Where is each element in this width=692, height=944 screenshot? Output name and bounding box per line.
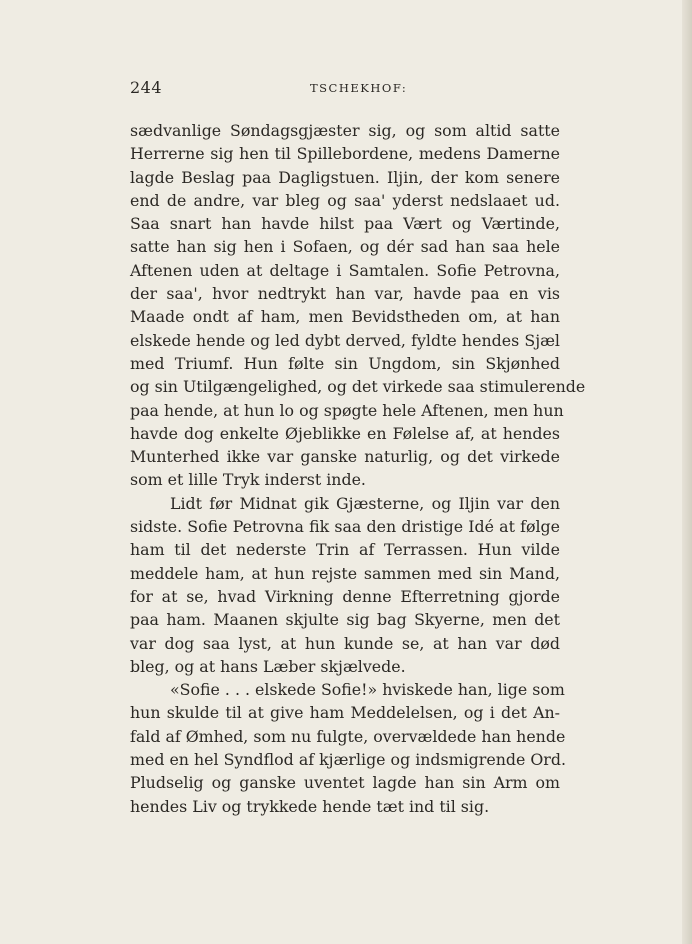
text-line: og sin Utilgængelighed, og det virkede saa stimulerende (130, 377, 586, 397)
text-line: Munterhed ikke var ganske naturlig, og det virkede (130, 447, 560, 467)
text-line: Pludselig og ganske uventet lagde han sin Arm om (130, 773, 560, 793)
text-line: for at se, hvad Virkning denne Efterretning gjorde (130, 586, 560, 606)
body-text (130, 119, 586, 818)
paragraph-start-line: «Sofie . . . elskede Sofie!» hviskede han, lige som (170, 680, 565, 700)
text-line: sædvanlige Søndagsgjæster sig, og som altid satte (130, 121, 560, 140)
text-line: fald af Ømhed, som nu fulgte, overvældede han hende (130, 726, 566, 746)
text-line: Saa snart han havde hilst paa Vært og Værtinde, (130, 214, 560, 234)
text-line: end de andre, var bleg og saa' yderst nedslaaet ud. (130, 190, 560, 210)
text-line: Aftenen uden at deltage i Samtalen. Sofie Petrovna, (130, 260, 560, 280)
paragraph-end-line: som et lille Tryk inderst inde. (130, 470, 366, 490)
text-line: havde dog enkelte Øjeblikke en Følelse af, at hendes (130, 423, 560, 443)
text-line: Herrerne sig hen til Spillebordene, medens Damerne (130, 144, 560, 164)
paragraph-start-line: Lidt før Midnat gik Gjæsterne, og Iljin var den (170, 493, 560, 513)
text-line: elskede hende og led dybt derved, fyldte hendes Sjæl (130, 330, 560, 350)
text-line: lagde Beslag paa Dagligstuen. Iljin, der kom senere (130, 167, 560, 187)
text-line: der saa', hvor nedtrykt han var, havde paa en vis (130, 284, 560, 304)
page-header (130, 78, 560, 100)
text-line: var dog saa lyst, at hun kunde se, at han var død (130, 633, 560, 653)
text-line: paa ham. Maanen skjulte sig bag Skyerne, men det (130, 610, 560, 630)
text-line: paa hende, at hun lo og spøgte hele Aftenen, men hun (130, 400, 564, 420)
paragraph-end-line: hendes Liv og trykkede hende tæt ind til sig. (130, 796, 490, 816)
text-line: ham til det nederste Trin af Terrassen. Hun vilde (130, 540, 560, 560)
text-line: meddele ham, at hun rejste sammen med sin Mand, (130, 563, 560, 583)
text-line: satte han sig hen i Sofaen, og dér sad han saa hele (130, 237, 560, 257)
text-line: med en hel Syndflod af kjærlige og indsmigrende Ord. (130, 750, 566, 770)
text-line: hun skulde til at give ham Meddelelsen, og i det An- (130, 703, 560, 723)
paragraph-end-line: bleg, og at hans Læber skjælvede. (130, 656, 406, 676)
text-line: Maade ondt af ham, men Bevidstheden om, at han (130, 307, 560, 327)
text-line: sidste. Sofie Petrovna fik saa den dristige Idé at følge (130, 517, 560, 537)
page-number: 244 (130, 78, 163, 97)
running-head: TSCHEKHOF: (310, 81, 408, 95)
page-edge-shadow (682, 0, 692, 944)
text-line: med Triumf. Hun følte sin Ungdom, sin Skjønhed (130, 353, 560, 373)
